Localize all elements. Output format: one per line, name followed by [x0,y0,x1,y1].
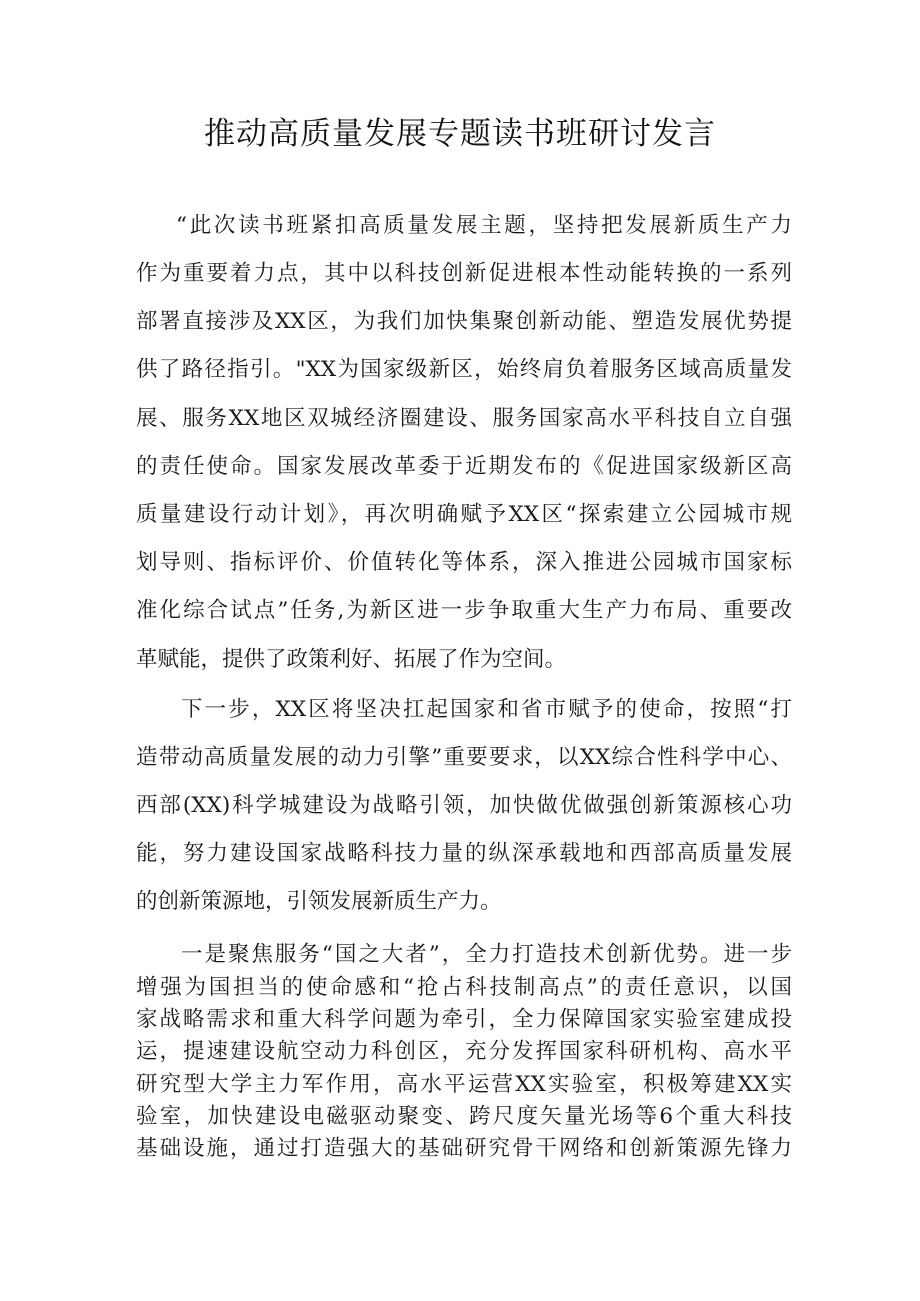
paragraph-1-line-6: 的责任使命。国家发展改革委于近期发布的《促进国家级新区高 [136,454,792,479]
paragraph-1-line-10: 革赋能，提供了政策利好、拓展了作为空间。 [136,647,567,672]
paragraph-1-line-9: 准化综合试点”任务,为新区进一步争取重大生产力布局、重要改 [136,598,792,623]
paragraph-2-line-4: 能，努力建设国家战略科技力量的纵深承载地和西部高质量发展 [136,841,792,866]
paragraph-1-line-1: “此次读书班紧扣高质量发展主题，坚持把发展新质生产力 [176,213,792,238]
paragraph-1-line-3: 部署直接涉及XX区，为我们加快集聚创新动能、塑造发展优势提 [136,309,792,334]
paragraph-1-line-8: 划导则、指标评价、价值转化等体系，深入推进公园城市国家标 [136,550,792,575]
paragraph-2-line-3: 西部(XX)科学城建设为战略引领，加快做优做强创新策源核心功 [136,793,792,818]
paragraph-3-line-3: 家战略需求和重大科学问题为牵引，全力保障国家实验室建成投 [136,1007,792,1032]
paragraph-1-line-4: 供了路径指引。"XX为国家级新区，始终肩负着服务区域高质量发 [136,357,792,382]
paragraph-3-line-6: 验室，加快建设电磁驱动聚变、跨尺度矢量光场等6个重大科技 [136,1104,792,1129]
paragraph-3-line-2: 增强为国担当的使命感和“抢占科技制高点”的责任意识，以国 [136,975,792,1000]
paragraph-2-line-2: 造带动高质量发展的动力引擎”重要要求，以XX综合性科学中心、 [136,745,792,770]
paragraph-1-line-5: 展、服务XX地区双城经济圈建设、服务国家高水平科技自立自强 [136,406,792,431]
paragraph-3-line-5: 研究型大学主力军作用，高水平运营XX实验室，积极筹建XX实 [136,1072,792,1097]
paragraph-3-line-4: 运，提速建设航空动力科创区，充分发挥国家科研机构、高水平 [136,1039,792,1064]
paragraph-1-line-2: 作为重要着力点，其中以科技创新促进根本性动能转换的一系列 [136,261,792,286]
paragraph-1-line-7: 质量建设行动计划》，再次明确赋予XX区“探索建立公园城市规 [136,502,792,527]
document-title: 推动高质量发展专题读书班研讨发言 [204,116,716,152]
paragraph-2-line-5: 的创新策源地，引领发展新质生产力。 [136,889,502,914]
paragraph-3-line-7: 基础设施，通过打造强大的基础研究骨干网络和创新策源先锋力 [136,1136,792,1161]
paragraph-3-line-1: 一是聚焦服务“国之大者”，全力打造技术创新优势。进一步 [181,942,792,967]
paragraph-2-line-1: 下一步，XX区将坚决扛起国家和省市赋予的使命，按照“打 [181,697,792,722]
